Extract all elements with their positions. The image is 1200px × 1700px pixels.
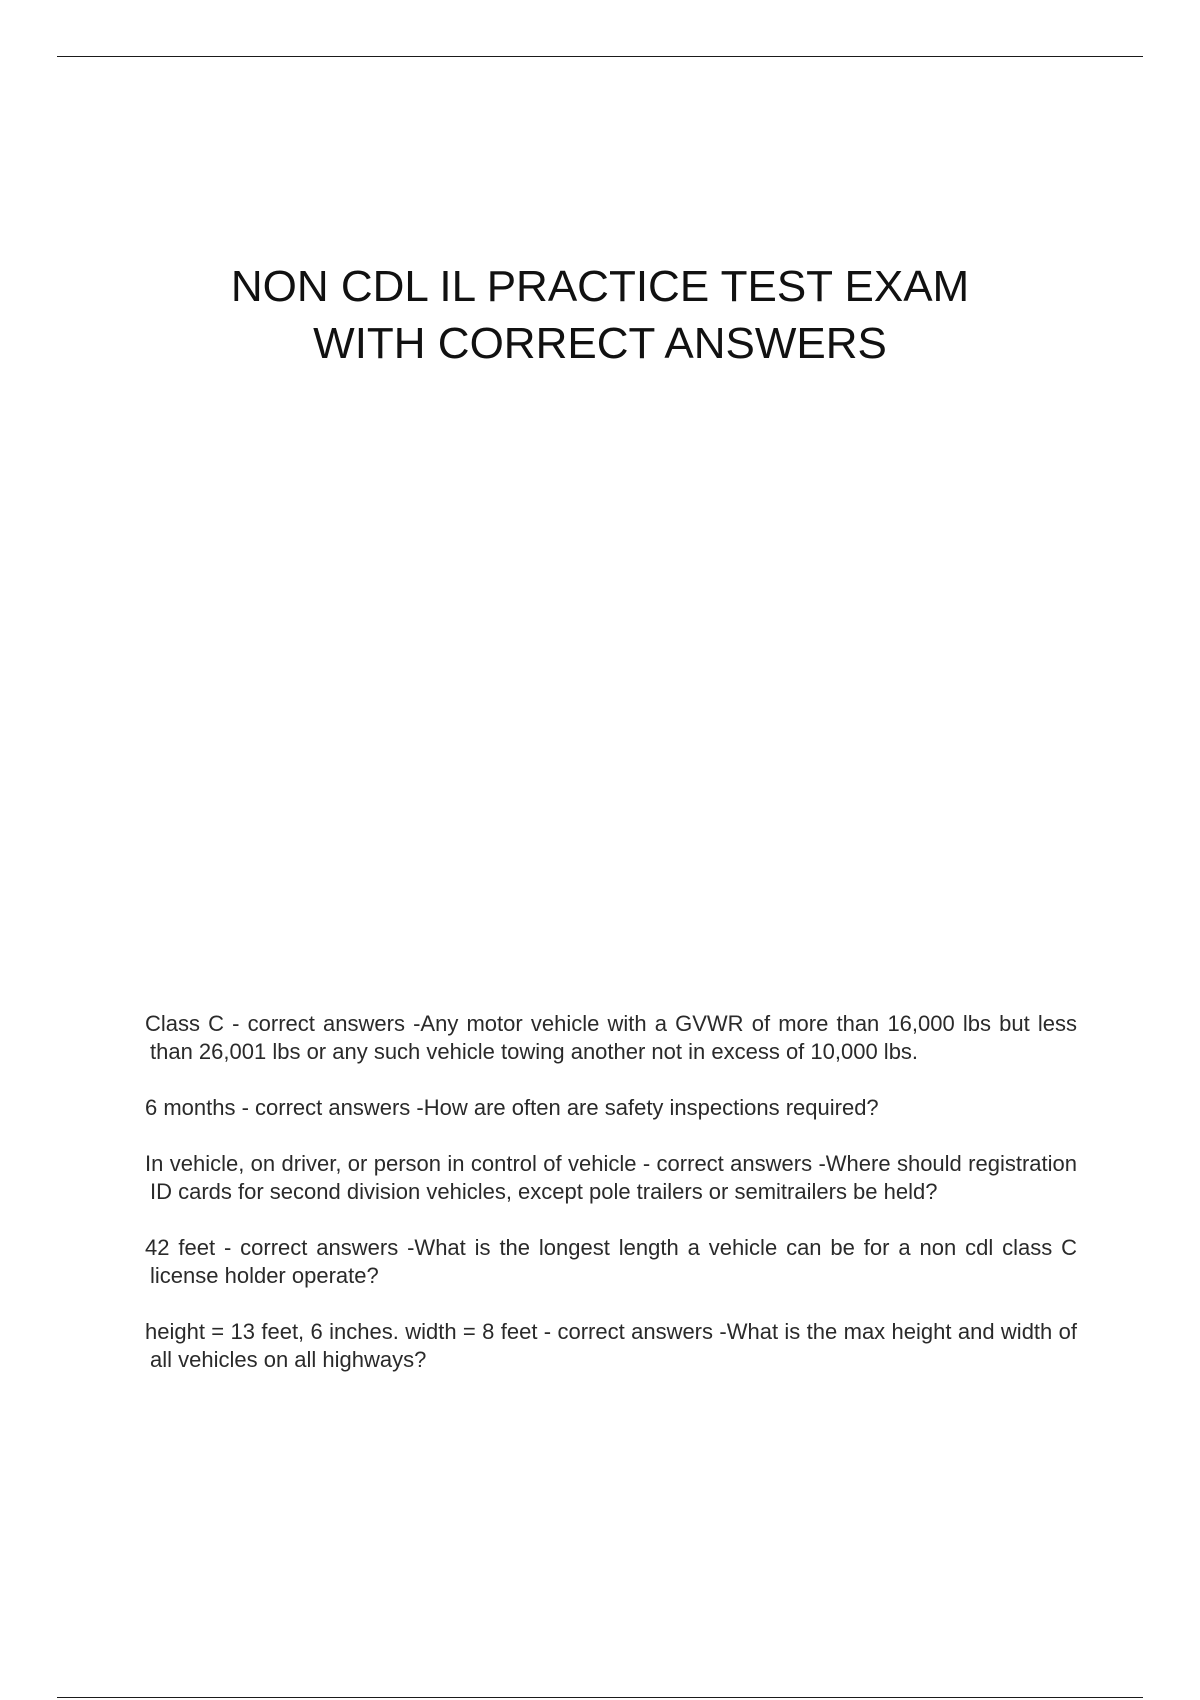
qa-list [145,1010,1077,1402]
qa-item: 42 feet - correct answers -What is the longest length a vehicle can be for a non cdl class C license holder operate? [145,1235,1077,1288]
qa-item: height = 13 feet, 6 inches. width = 8 feet - correct answers -What is the max height and width of all vehicles on all highways? [145,1319,1077,1372]
qa-item: 6 months - correct answers -How are often are safety inspections required? [145,1095,879,1120]
title-line-2: WITH CORRECT ANSWERS [313,319,887,368]
qa-item: In vehicle, on driver, or person in control of vehicle - correct answers -Where should registration ID cards for second division vehicles, except pole trailers or semitrailers be held? [145,1151,1077,1204]
document-title [0,258,1200,372]
footer-rule [57,1697,1143,1698]
title-line-1: NON CDL IL PRACTICE TEST EXAM [230,262,970,311]
header-rule [57,56,1143,57]
qa-item: Class C - correct answers -Any motor vehicle with a GVWR of more than 16,000 lbs but less than 26,001 lbs or any such vehicle towing another not in excess of 10,000 lbs. [145,1011,1077,1064]
